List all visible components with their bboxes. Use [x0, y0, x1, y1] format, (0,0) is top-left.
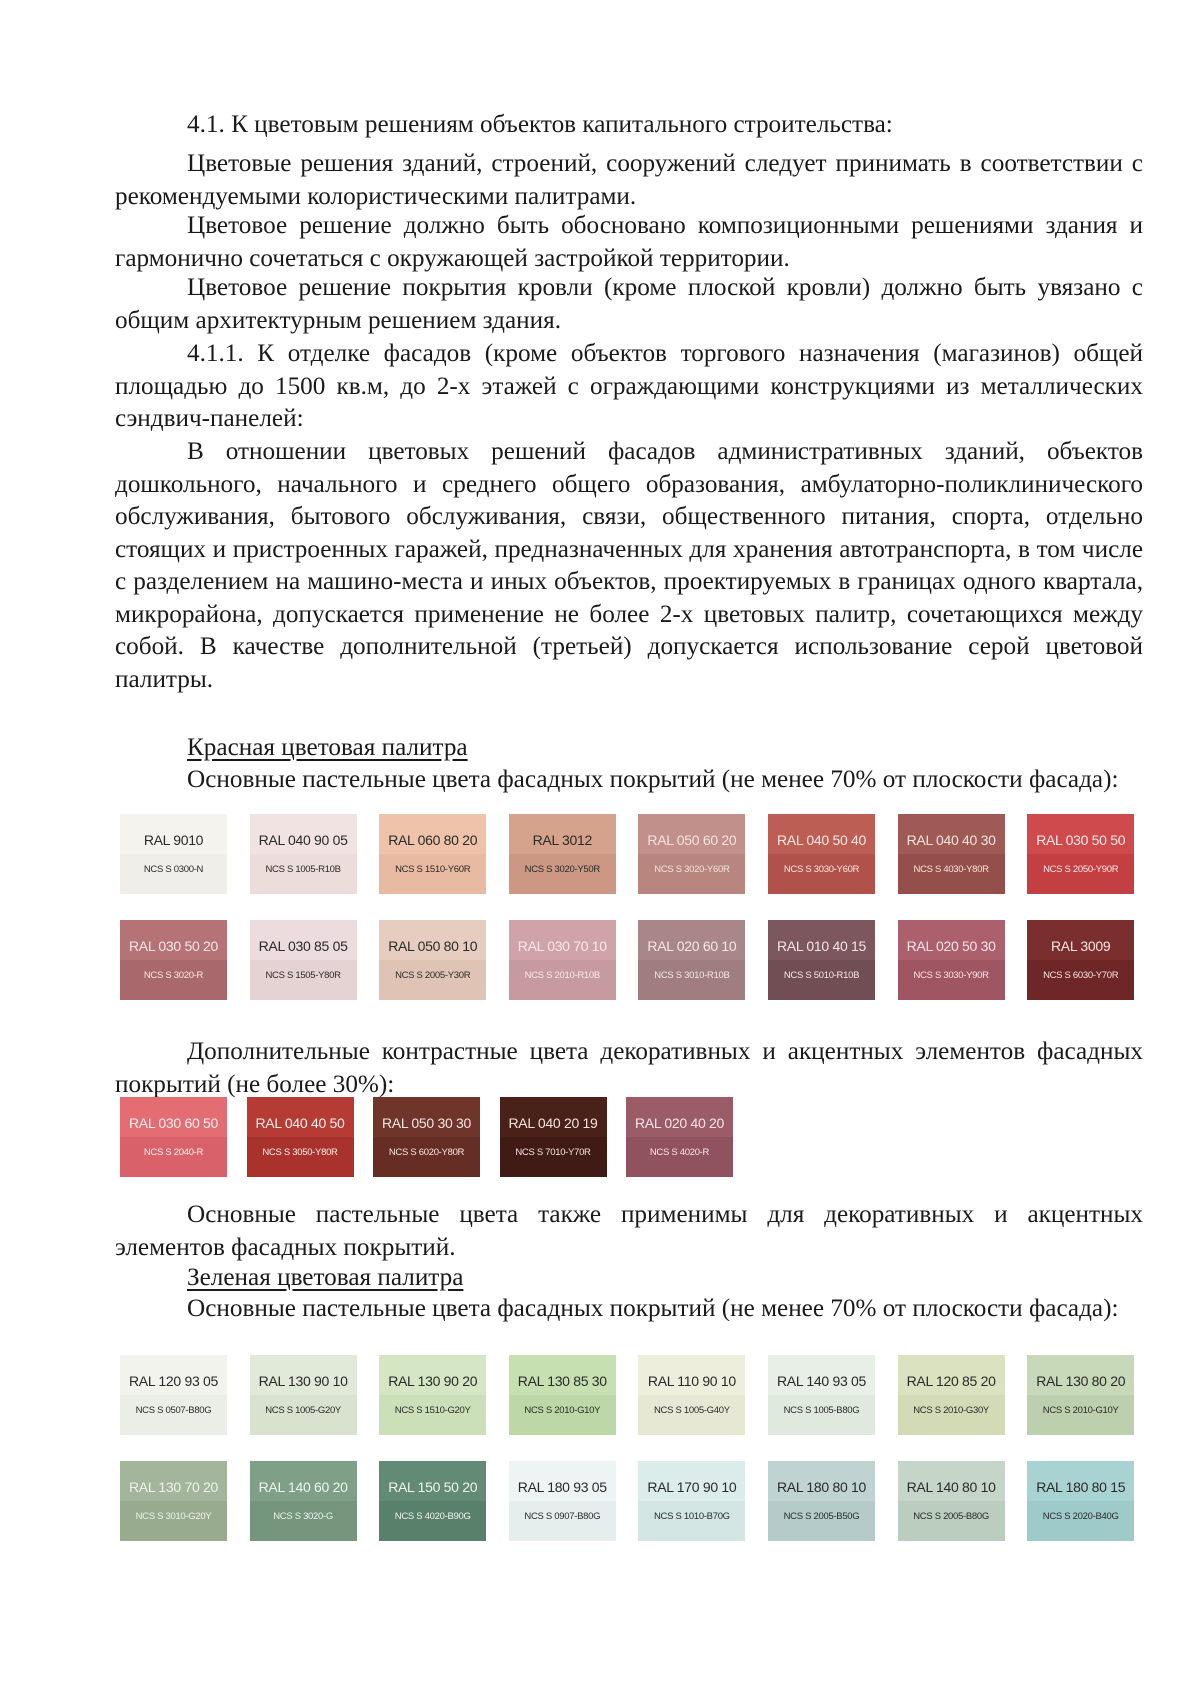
swatch-ncs-code: NCS S 0907-B80G	[524, 1511, 601, 1522]
swatch-ral-code: RAL 130 90 20	[388, 1373, 478, 1389]
swatch-ncs-code: NCS S 5010-R10B	[783, 970, 860, 981]
swatch-ral-code: RAL 040 40 50	[255, 1115, 345, 1131]
swatch-ral-code: RAL 180 80 15	[1036, 1479, 1126, 1495]
swatch-ral-code: RAL 060 80 20	[388, 832, 478, 848]
color-swatch	[898, 920, 1005, 1000]
swatch-ral-code: RAL 3012	[532, 832, 592, 848]
swatch-ncs-code: NCS S 6030-Y70R	[1043, 970, 1119, 981]
swatch-ncs-code: NCS S 1005-B80G	[783, 1405, 860, 1416]
swatch-ral-code: RAL 050 30 30	[382, 1115, 471, 1131]
color-swatch	[768, 920, 875, 1000]
swatch-ral-code: RAL 110 90 10	[647, 1373, 736, 1389]
color-swatch	[120, 1461, 227, 1541]
color-swatch	[898, 1355, 1005, 1435]
swatch-ral-code: RAL 040 50 40	[777, 832, 866, 848]
swatch-ncs-code: NCS S 4020-B90G	[394, 1511, 471, 1522]
color-swatch	[898, 1461, 1005, 1541]
swatch-ncs-code: NCS S 2010-G10Y	[524, 1405, 601, 1416]
swatch-ral-code: RAL 140 80 10	[906, 1479, 996, 1495]
color-swatch	[638, 814, 745, 894]
paragraph-roof: Цветовое решение покрытия кровли (кроме плоской кровли) должно быть увязано с общим архитектурным решением здания.	[115, 274, 1143, 334]
paragraph-4-1-1: 4.1.1. К отделке фасадов (кроме объектов торгового назначения (магазинов) общей площадью до 1500 кв.м, до 2-х этажей с ограждающими конструкциями из металлических сэндвич-панелей:	[115, 340, 1143, 432]
color-swatch	[250, 920, 357, 1000]
color-swatch	[373, 1097, 480, 1177]
color-swatch	[250, 1355, 357, 1435]
swatch-ral-code: RAL 030 50 20	[129, 938, 218, 954]
swatch-ral-code: RAL 020 60 10	[647, 938, 737, 954]
pastel-note: Основные пастельные цвета также применимы для декоративных и акцентных элементов фасадных покрытий.	[115, 1201, 1143, 1261]
swatch-ncs-code: NCS S 2050-Y90R	[1043, 864, 1119, 875]
swatch-ncs-code: NCS S 4020-R	[649, 1147, 710, 1158]
color-swatch	[509, 814, 616, 894]
swatch-ral-code: RAL 130 70 20	[129, 1479, 218, 1495]
swatch-ral-code: RAL 030 70 10	[517, 938, 607, 954]
swatch-ral-code: RAL 170 90 10	[647, 1479, 737, 1495]
color-swatch	[1027, 920, 1134, 1000]
swatch-ncs-code: NCS S 2010-G10Y	[1042, 1405, 1119, 1416]
swatch-ncs-code: NCS S 3020-Y60R	[654, 864, 730, 875]
swatch-ncs-code: NCS S 1510-G20Y	[394, 1405, 471, 1416]
swatch-ral-code: RAL 050 80 10	[388, 938, 478, 954]
color-swatch	[379, 1461, 486, 1541]
swatch-ncs-code: NCS S 3030-Y90R	[913, 970, 989, 981]
swatch-ral-code: RAL 9010	[143, 832, 204, 848]
swatch-ral-code: RAL 180 93 05	[517, 1479, 607, 1495]
swatch-ncs-code: NCS S 1010-B70G	[654, 1511, 730, 1522]
color-swatch	[768, 1461, 875, 1541]
swatch-ncs-code: NCS S 3020-G	[273, 1511, 333, 1522]
color-swatch	[379, 814, 486, 894]
color-swatch	[120, 1355, 227, 1435]
color-swatch	[120, 814, 227, 894]
swatch-ral-code: RAL 010 40 15	[777, 938, 866, 954]
swatch-ral-code: RAL 140 93 05	[777, 1373, 866, 1389]
swatch-ncs-code: NCS S 2005-B50G	[783, 1511, 860, 1522]
paragraph-palette-rules: В отношении цветовых решений фасадов административных зданий, объектов дошкольного, начального и среднего общего образования, амбулаторно-поликлинического обслуживания, бытового обслуживания, связи, общественного питания, спорта, отдельно стоящих и пристроенных гаражей, предназначенных для хранения автотранспорта, в том числе с разделением на машино-места и иных объектов, проектируемых в границах одного квартала, микрорайона, допускается применение не более 2-х цветовых палитр, сочетающихся между собой. В качестве дополнительной (третьей) допускается использование серой цветовой палитры.	[115, 438, 1143, 693]
color-swatch	[768, 1355, 875, 1435]
swatch-ncs-code: NCS S 2010-R10B	[524, 970, 600, 981]
swatch-ral-code: RAL 020 50 30	[906, 938, 996, 954]
swatch-ral-code: RAL 130 80 20	[1036, 1373, 1126, 1389]
color-swatch	[768, 814, 875, 894]
swatch-ral-code: RAL 020 40 20	[635, 1115, 724, 1131]
swatch-ral-code: RAL 050 60 20	[647, 832, 737, 848]
color-swatch	[509, 1461, 616, 1541]
color-swatch	[626, 1097, 733, 1177]
swatch-ral-code: RAL 040 40 30	[906, 832, 996, 848]
swatch-ral-code: RAL 140 60 20	[258, 1479, 348, 1495]
green-main-caption: Основные пастельные цвета фасадных покрытий (не менее 70% от плоскости фасада):	[187, 1295, 1119, 1322]
color-swatch	[638, 1461, 745, 1541]
swatch-ral-code: RAL 180 80 10	[777, 1479, 866, 1495]
swatch-ral-code: RAL 130 90 10	[258, 1373, 348, 1389]
swatch-ral-code: RAL 030 60 50	[129, 1115, 218, 1131]
swatch-ncs-code: NCS S 3020-R	[143, 970, 204, 981]
swatch-ncs-code: NCS S 2040-R	[143, 1147, 204, 1158]
color-swatch	[250, 1461, 357, 1541]
color-swatch	[509, 1355, 616, 1435]
swatch-ral-code: RAL 3009	[1051, 938, 1111, 954]
swatch-ncs-code: NCS S 3020-Y50R	[524, 864, 600, 875]
color-swatch	[120, 1097, 227, 1177]
red-accent-caption: Дополнительные контрастные цвета декоративных и акцентных элементов фасадных покрытий (не более 30%):	[115, 1038, 1143, 1098]
swatch-ncs-code: NCS S 0507-B80G	[135, 1405, 212, 1416]
color-swatch	[120, 920, 227, 1000]
swatch-ncs-code: NCS S 1005-G40Y	[654, 1405, 730, 1416]
swatch-ncs-code: NCS S 0300-N	[143, 864, 204, 875]
color-swatch	[379, 920, 486, 1000]
color-swatch	[638, 1355, 745, 1435]
swatch-ral-code: RAL 030 85 05	[258, 938, 348, 954]
color-swatch	[638, 920, 745, 1000]
color-swatch	[379, 1355, 486, 1435]
color-swatch	[1027, 1461, 1134, 1541]
swatch-ncs-code: NCS S 3030-Y60R	[783, 864, 860, 875]
color-swatch	[898, 814, 1005, 894]
green-palette-title-text: Зеленая цветовая палитра	[187, 1264, 464, 1291]
section-heading: 4.1. К цветовым решениям объектов капитального строительства:	[187, 111, 893, 138]
swatch-ral-code: RAL 150 50 20	[388, 1479, 478, 1495]
color-swatch	[247, 1097, 354, 1177]
red-palette-title	[187, 732, 787, 765]
swatch-ncs-code: NCS S 2005-B80G	[913, 1511, 989, 1522]
swatch-ncs-code: NCS S 2010-G30Y	[913, 1405, 989, 1416]
swatch-ral-code: RAL 030 50 50	[1036, 832, 1126, 848]
swatch-ral-code: RAL 130 85 30	[517, 1373, 607, 1389]
swatch-ncs-code: NCS S 3010-G20Y	[135, 1511, 212, 1522]
swatch-ncs-code: NCS S 7010-Y70R	[515, 1147, 591, 1158]
red-main-caption: Основные пастельные цвета фасадных покрытий (не менее 70% от плоскости фасада):	[187, 766, 1119, 793]
color-swatch	[509, 920, 616, 1000]
swatch-ral-code: RAL 040 20 19	[508, 1115, 598, 1131]
red-palette-title-text: Красная цветовая палитра	[187, 734, 468, 761]
paragraph-color-solutions: Цветовые решения зданий, строений, сооружений следует принимать в соответствии с рекомендуемыми колористическими палитрами.	[115, 150, 1143, 210]
paragraph-composition: Цветовое решение должно быть обосновано композиционными решениями здания и гармонично сочетаться с окружающей застройкой территории.	[115, 212, 1143, 272]
swatch-ncs-code: NCS S 6020-Y80R	[388, 1147, 465, 1158]
swatch-ncs-code: NCS S 1505-Y80R	[265, 970, 341, 981]
color-swatch	[1027, 1355, 1134, 1435]
green-palette-title	[187, 1262, 787, 1295]
color-swatch	[250, 814, 357, 894]
swatch-ncs-code: NCS S 1005-R10B	[265, 864, 341, 875]
swatch-ncs-code: NCS S 2020-B40G	[1042, 1511, 1119, 1522]
swatch-ncs-code: NCS S 2005-Y30R	[395, 970, 471, 981]
color-swatch	[500, 1097, 607, 1177]
swatch-ral-code: RAL 040 90 05	[258, 832, 348, 848]
swatch-ncs-code: NCS S 3010-R10B	[654, 970, 730, 981]
swatch-ncs-code: NCS S 4030-Y80R	[913, 864, 989, 875]
swatch-ral-code: RAL 120 93 05	[129, 1373, 218, 1389]
color-swatch	[1027, 814, 1134, 894]
swatch-ncs-code: NCS S 3050-Y80R	[262, 1147, 338, 1158]
swatch-ncs-code: NCS S 1005-G20Y	[265, 1405, 341, 1416]
swatch-ncs-code: NCS S 1510-Y60R	[395, 864, 471, 875]
swatch-ral-code: RAL 120 85 20	[906, 1373, 996, 1389]
